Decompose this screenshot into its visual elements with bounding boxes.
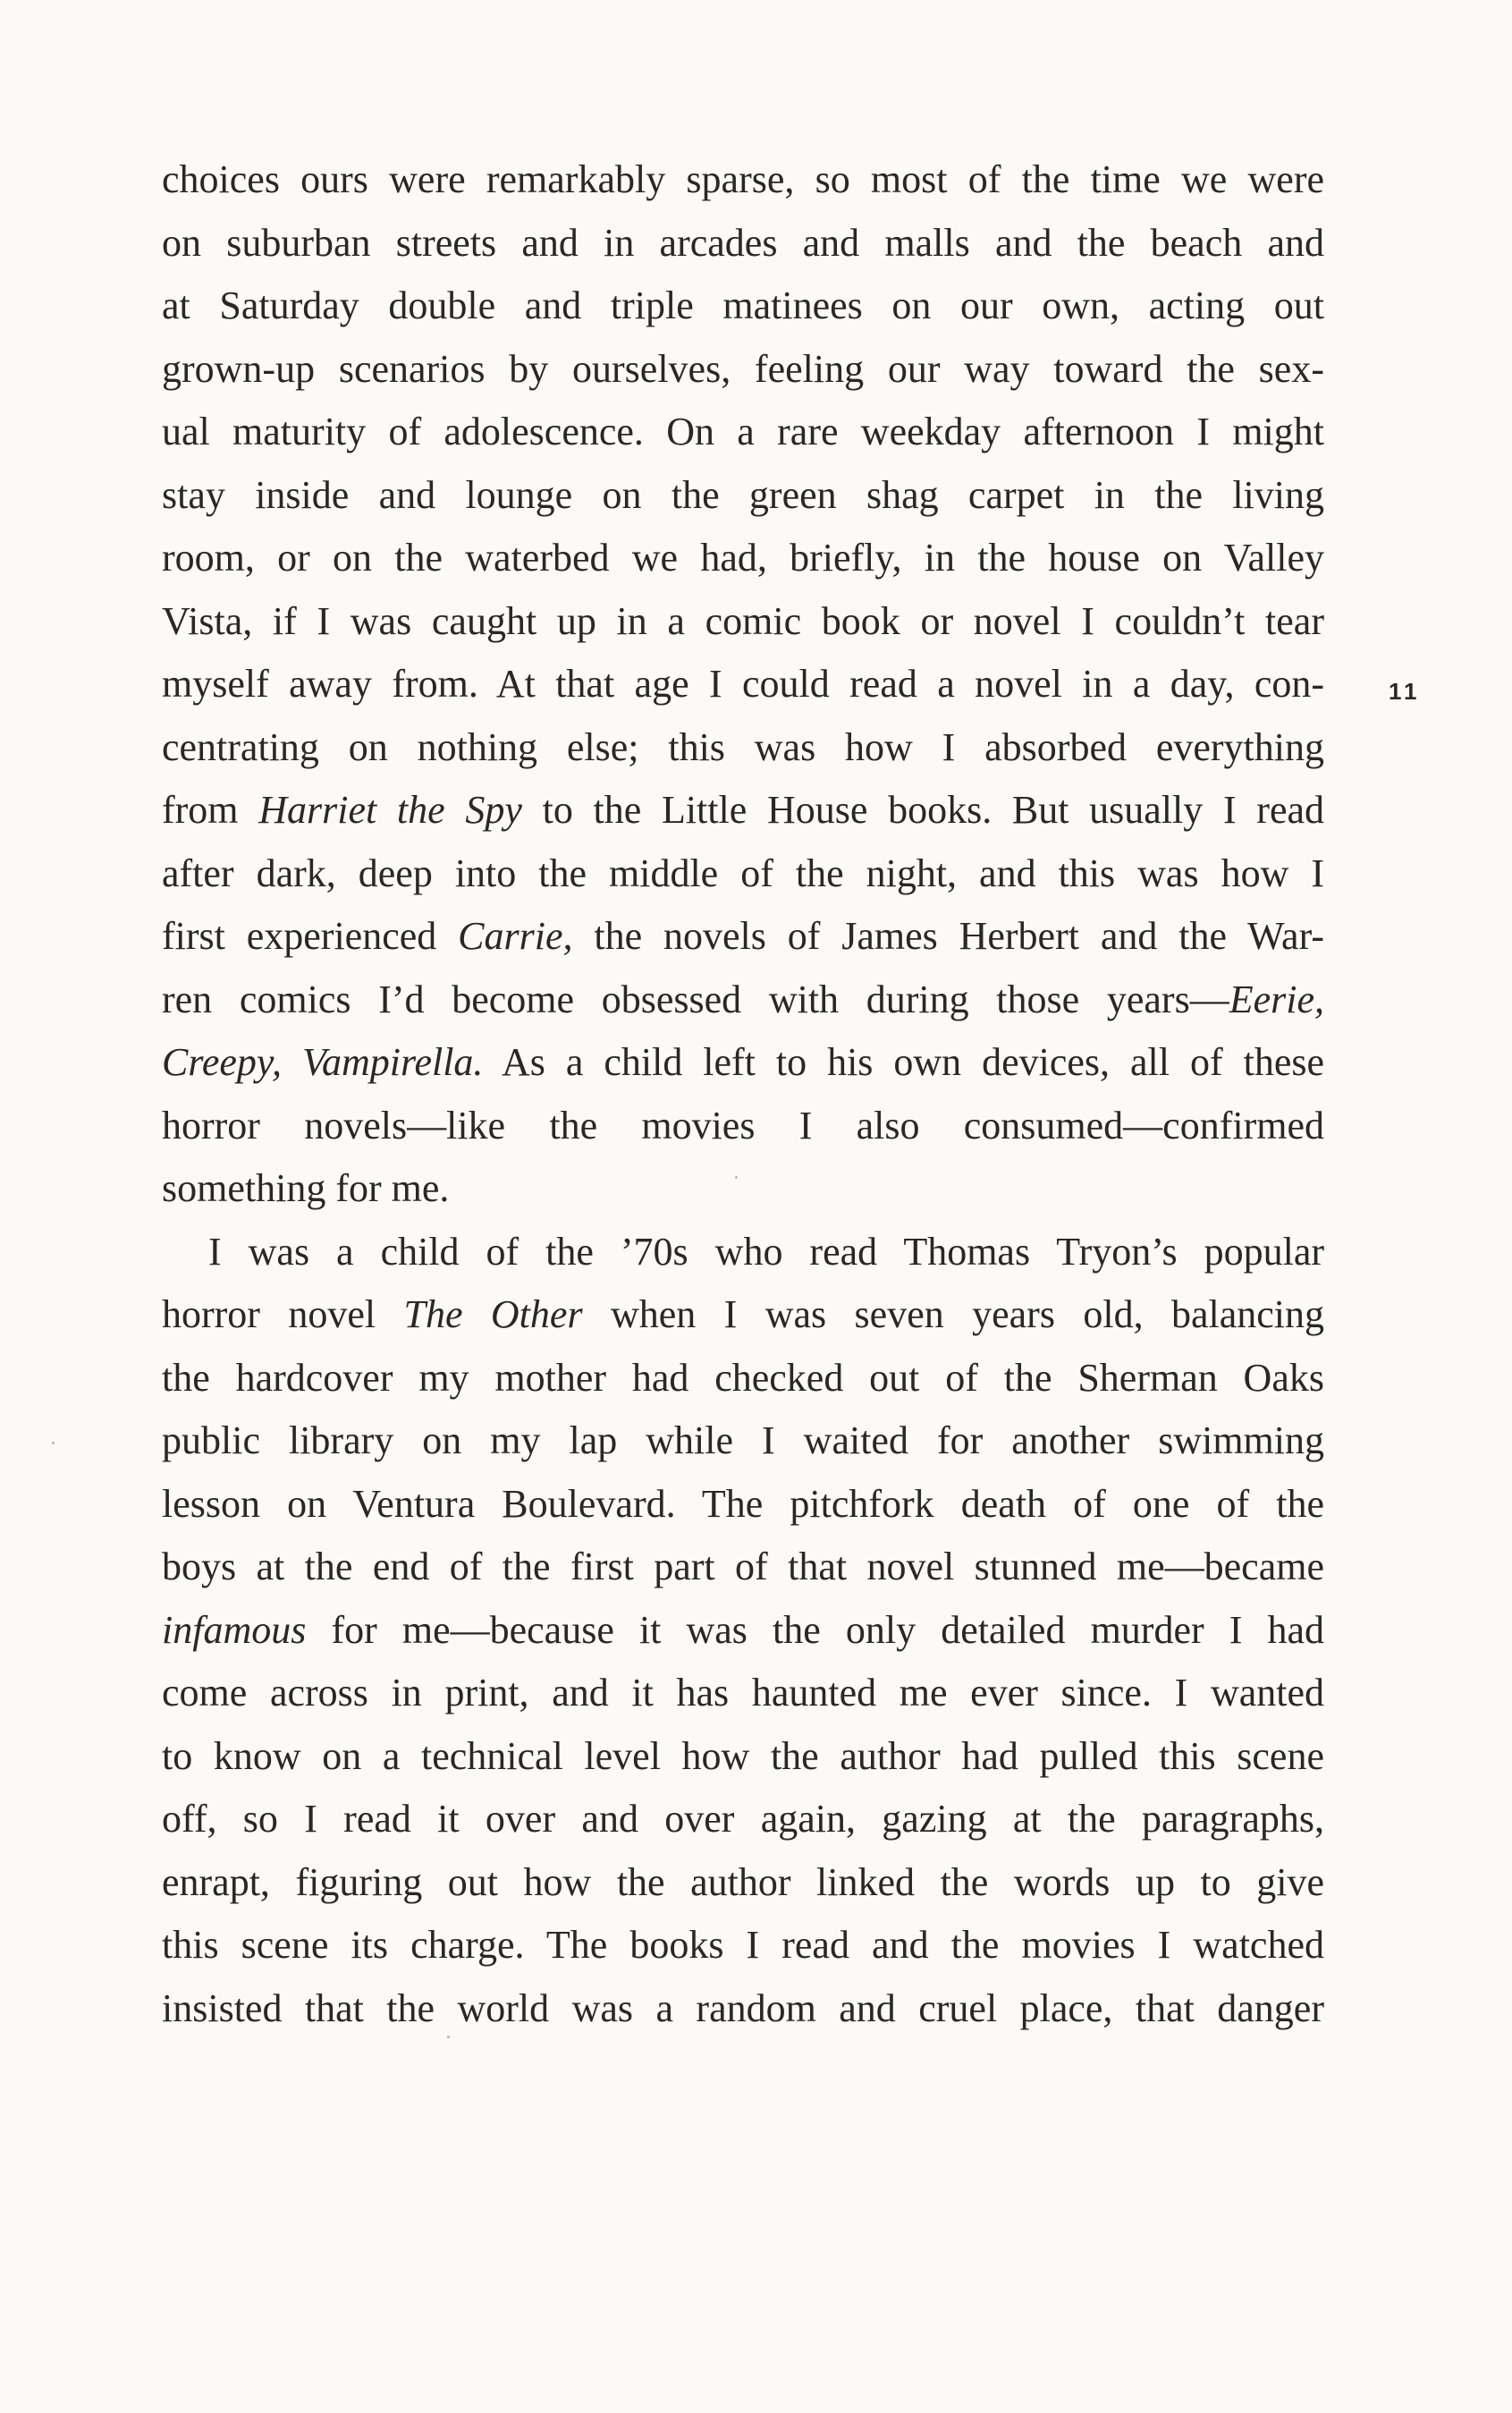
text-run: something for me. bbox=[162, 1166, 450, 1210]
text-line bbox=[162, 1851, 1324, 1915]
text-run: choices ours were remarkably sparse, so most of the time we were bbox=[162, 157, 1324, 201]
text-run: the hardcover my mother had checked out of the Sherman Oaks bbox=[162, 1355, 1324, 1400]
italic-text: infamous bbox=[162, 1607, 307, 1652]
text-run: I was a child of the ’70s who read Thomas Tryon’s popular bbox=[208, 1229, 1324, 1274]
text-run: Vista, if I was caught up in a comic book or novel I couldn’t tear bbox=[162, 598, 1324, 643]
italic-text: Eerie, bbox=[1229, 977, 1324, 1021]
italic-text: The Other bbox=[403, 1292, 583, 1336]
paper-speck bbox=[447, 2036, 450, 2038]
text-run: for me—because it was the only detailed murder I had bbox=[306, 1607, 1324, 1652]
text-line bbox=[162, 212, 1324, 275]
text-run: first experienced bbox=[162, 914, 459, 958]
text-run: after dark, deep into the middle of the night, and this was how I bbox=[162, 851, 1324, 895]
text-run: myself away from. At that age I could read a novel in a day, con- bbox=[162, 662, 1324, 706]
text-run: ren comics I’d become obsessed with during those years— bbox=[162, 977, 1229, 1021]
text-line bbox=[162, 1788, 1324, 1851]
text-run: to the Little House books. But usually I read bbox=[521, 788, 1324, 832]
text-line bbox=[162, 1347, 1324, 1410]
text-line bbox=[162, 464, 1324, 528]
text-line bbox=[162, 1221, 1324, 1284]
text-line bbox=[162, 338, 1324, 402]
text-line bbox=[162, 842, 1324, 906]
text-run: insisted that the world was a random and cruel place, that danger bbox=[162, 1985, 1324, 2030]
text-run: from bbox=[162, 788, 259, 832]
text-line bbox=[162, 1157, 1324, 1221]
text-run: ual maturity of adolescence. On a rare weekday afternoon I might bbox=[162, 410, 1324, 453]
text-line bbox=[162, 275, 1324, 338]
page-number: 11 bbox=[1389, 678, 1421, 705]
text-run: centrating on nothing else; this was how I absorbed everything bbox=[162, 724, 1324, 769]
italic-text: Creepy, Vampirella. bbox=[162, 1040, 484, 1084]
text-line bbox=[162, 1095, 1324, 1158]
text-line bbox=[162, 969, 1324, 1032]
text-line bbox=[162, 1473, 1324, 1537]
text-run: public library on my lap while I waited for another swimming bbox=[162, 1418, 1324, 1462]
text-run: enrapt, figuring out how the author linked the words up to give bbox=[162, 1859, 1324, 1904]
text-run: at Saturday double and triple matinees on our own, acting out bbox=[162, 284, 1324, 327]
text-run: horror novel bbox=[162, 1292, 404, 1336]
text-line bbox=[162, 653, 1324, 716]
text-line bbox=[162, 905, 1324, 969]
text-run: this scene its charge. The books I read and the movies I watched bbox=[162, 1923, 1324, 1967]
text-run: the novels of James Herbert and the War- bbox=[572, 914, 1324, 958]
text-line bbox=[162, 779, 1324, 842]
text-run: to know on a technical level how the author had pulled this scene bbox=[162, 1733, 1324, 1778]
text-run: off, so I read it over and over again, gazing at the paragraphs, bbox=[162, 1797, 1324, 1841]
text-line bbox=[162, 590, 1324, 654]
text-line bbox=[162, 1599, 1324, 1663]
text-line bbox=[162, 1283, 1324, 1347]
text-run: boys at the end of the first part of that novel stunned me—became bbox=[162, 1545, 1324, 1588]
body-text bbox=[162, 148, 1324, 2040]
text-run: when I was seven years old, balancing bbox=[582, 1292, 1325, 1336]
text-line bbox=[162, 1536, 1324, 1599]
italic-text: Harriet the Spy bbox=[258, 788, 522, 832]
text-line bbox=[162, 1031, 1324, 1095]
text-line bbox=[162, 1725, 1324, 1789]
text-line bbox=[162, 1914, 1324, 1977]
text-run: come across in print, and it has haunted me ever since. I wanted bbox=[162, 1671, 1324, 1714]
text-line bbox=[162, 401, 1324, 464]
italic-text: Carrie, bbox=[458, 914, 573, 958]
text-line bbox=[162, 148, 1324, 212]
text-line bbox=[162, 716, 1324, 780]
paper-speck bbox=[52, 1442, 55, 1444]
text-line bbox=[162, 527, 1324, 590]
text-run: grown-up scenarios by ourselves, feeling our way toward the sex- bbox=[162, 346, 1324, 391]
paper-speck bbox=[735, 1176, 738, 1179]
text-line bbox=[162, 1662, 1324, 1725]
text-line bbox=[162, 1410, 1324, 1473]
text-run: room, or on the waterbed we had, briefly, in the house on Valley bbox=[162, 536, 1324, 580]
text-run: on suburban streets and in arcades and malls and the beach and bbox=[162, 220, 1324, 265]
text-run: stay inside and lounge on the green shag carpet in the living bbox=[162, 472, 1324, 517]
text-line bbox=[162, 1977, 1324, 2041]
text-run: horror novels—like the movies I also consumed—confirmed bbox=[162, 1103, 1324, 1147]
text-run: lesson on Ventura Boulevard. The pitchfork death of one of the bbox=[162, 1481, 1324, 1526]
text-run: As a child left to his own devices, all of these bbox=[483, 1040, 1324, 1084]
